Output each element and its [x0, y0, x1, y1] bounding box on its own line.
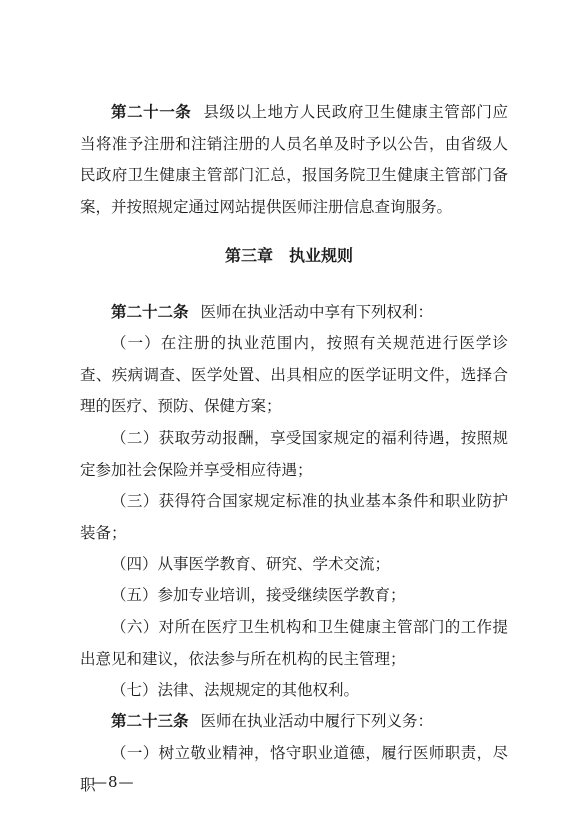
page-number: —8— — [92, 773, 135, 791]
article-22-item-4: （四）从事医学教育、研究、学术交流； — [111, 555, 391, 573]
article-21-text: 县级以上地方人民政府卫生健康主管部门应当将准予注册和注销注册的人员名单及时予以公告，由省级人民政府卫生健康主管部门汇总，报国务院卫生健康主管部门备案，并按照规定通过网站提供医师注册信息查询服务。 — [80, 103, 508, 216]
article-22-item-3: （三）获得符合国家规定标准的执业基本条件和职业防护装备； — [80, 492, 508, 542]
article-22-item-6: （六）对所在医疗卫生机构和卫生健康主管部门的工作提出意见和建议，依法参与所在机构的民主管理； — [80, 618, 508, 668]
article-22-item-5: （五）参加专业培训，接受继续医学教育； — [111, 586, 406, 604]
article-21-title: 第二十一条 — [111, 103, 192, 121]
article-22-item-1: （一）在注册的执业范围内，按照有关规范进行医学诊查、疾病调查、医学处置、出具相应的医学证明文件，选择合理的医疗、预防、保健方案； — [80, 334, 508, 415]
article-23-text: 医师在执业活动中履行下列义务： — [200, 712, 434, 730]
article-22-title: 第二十二条 — [111, 303, 189, 321]
chapter-title: 执业规则 — [289, 246, 354, 265]
article-23-item-1: （一）树立敬业精神，恪守职业道德，履行医师职责，尽职 — [80, 744, 508, 794]
chapter-heading — [0, 240, 578, 272]
chapter-number: 第三章 — [224, 246, 273, 265]
article-23-title: 第二十三条 — [111, 712, 189, 730]
article-22-item-2: （二）获取劳动报酬，享受国家规定的福利待遇，按照规定参加社会保险并享受相应待遇； — [80, 429, 508, 479]
article-22-text: 医师在执业活动中享有下列权利： — [200, 303, 434, 321]
article-21 — [80, 97, 508, 223]
article-22-item-7: （七）法律、法规规定的其他权利。 — [111, 681, 360, 699]
article-22 — [80, 297, 508, 329]
article-23 — [80, 706, 508, 738]
